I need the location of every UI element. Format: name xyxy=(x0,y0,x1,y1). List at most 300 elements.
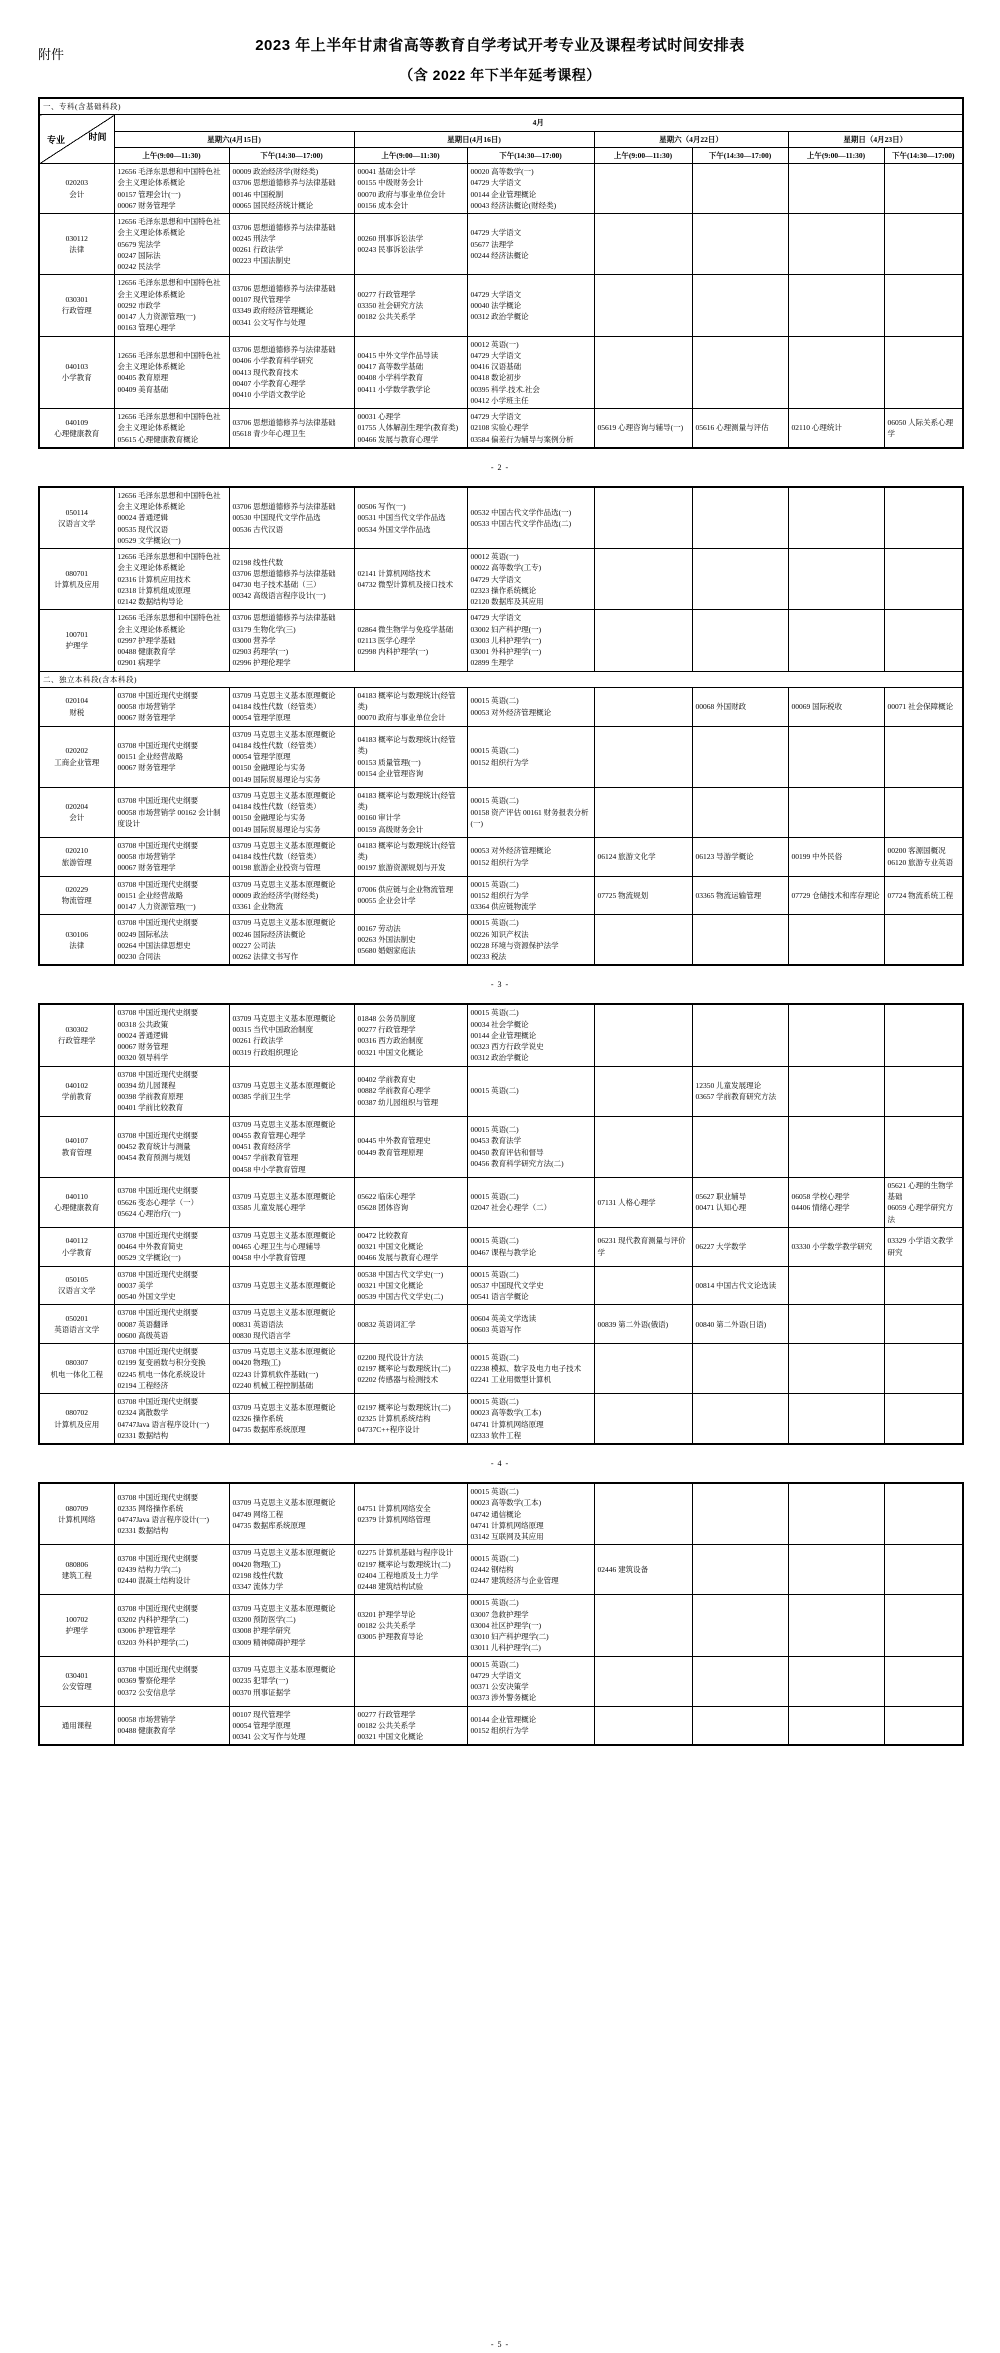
course-entry: 00070 政府与事业单位会计 xyxy=(357,189,446,199)
course-entry: 00452 教育统计与测量 xyxy=(117,1142,191,1151)
course-entry: 06227 大学数学 xyxy=(695,1242,747,1251)
course-entry: 05619 心理咨询与辅导(一) xyxy=(597,423,684,433)
course-entry: 00277 行政管理学 xyxy=(357,1709,416,1719)
course-cell xyxy=(884,837,963,876)
corner-major-label: 专业 xyxy=(47,134,66,145)
major-name: 学前教育 xyxy=(61,1092,92,1101)
course-entry: 03706 思想道德修养与法律基础 xyxy=(232,283,336,293)
major-code: 080806 xyxy=(65,1559,88,1569)
course-entry: 02197 概率论与数理统计(二) xyxy=(357,1559,451,1569)
course-cell xyxy=(692,214,788,275)
course-cell xyxy=(354,549,467,610)
course-cell xyxy=(467,1545,594,1595)
section-row xyxy=(39,671,963,687)
table-row xyxy=(39,915,963,966)
course-entry: 00058 市场营销学 xyxy=(117,1715,176,1725)
course-entry: 02326 操作系统 xyxy=(232,1413,284,1423)
course-entry: 03706 思想道德修养与法律基础 xyxy=(232,178,336,188)
course-entry: 00015 英语(二) xyxy=(470,1269,519,1279)
course-cell xyxy=(229,1483,354,1545)
major-code: 080307 xyxy=(65,1358,88,1368)
course-entry: 00023 高等数学(工本) xyxy=(470,1408,542,1418)
course-cell xyxy=(884,1595,963,1656)
course-entry: 00532 中国古代文学作品选(一) xyxy=(470,507,572,517)
course-cell xyxy=(692,1344,788,1394)
course-entry: 00409 美育基础 xyxy=(117,384,169,394)
course-entry: 00150 金融理论与实务 xyxy=(232,813,306,823)
course-entry: 02238 模拟、数字及电力电子技术 xyxy=(470,1363,582,1373)
course-cell xyxy=(594,1545,692,1595)
schedule-table xyxy=(38,97,964,449)
course-entry: 02335 网络操作系统 xyxy=(117,1503,184,1513)
course-entry: 03657 学前教育研究方法 xyxy=(695,1092,777,1101)
major-code: 040110 xyxy=(65,1192,88,1201)
course-cell xyxy=(467,1116,594,1177)
course-cell xyxy=(114,787,229,837)
major-code: 020203 xyxy=(65,178,88,188)
course-entry: 00839 第二外语(俄语) xyxy=(597,1319,669,1329)
course-cell xyxy=(114,1227,229,1266)
course-entry: 00228 环境与资源保护法学 xyxy=(470,940,559,950)
major-name: 会计 xyxy=(69,813,85,823)
course-cell xyxy=(692,876,788,915)
course-cell xyxy=(354,915,467,966)
course-entry: 02379 计算机网络管理 xyxy=(357,1515,431,1525)
course-entry: 03708 中国近现代史纲要 xyxy=(117,796,199,806)
course-cell xyxy=(467,336,594,409)
course-entry: 00233 税法 xyxy=(470,952,507,961)
table-row xyxy=(39,336,963,409)
course-cell xyxy=(229,1656,354,1706)
course-entry: 03179 生物化学(三) xyxy=(232,624,296,634)
course-entry: 00144 企业管理概论 xyxy=(470,1715,537,1725)
major-name: 法律 xyxy=(69,940,85,950)
course-cell xyxy=(788,1177,884,1227)
major-name: 财税 xyxy=(69,707,85,717)
course-entry: 00182 公共关系学 xyxy=(357,1720,416,1730)
course-entry: 02198 线性代数 xyxy=(232,557,284,567)
course-cell xyxy=(884,1344,963,1394)
course-entry: 12656 毛泽东思想和中国特色社会主义理论体系概论 xyxy=(117,167,221,188)
course-cell xyxy=(354,1004,467,1066)
course-entry: 00154 企业管理咨询 xyxy=(357,768,424,778)
major-cell xyxy=(39,1394,114,1445)
major-name: 通用课程 xyxy=(61,1720,92,1730)
course-cell xyxy=(229,275,354,336)
course-entry: 05680 婚姻家庭法 xyxy=(357,946,416,956)
course-entry: 00015 英语(二) xyxy=(470,1192,519,1201)
course-entry: 00261 行政法学 xyxy=(232,1036,284,1046)
course-entry: 00341 公文写作与处理 xyxy=(232,1732,306,1741)
course-entry: 02202 传感器与检测技术 xyxy=(357,1375,439,1385)
course-entry: 00369 警察伦理学 xyxy=(117,1676,176,1686)
header-am-cell: 上午(9:00—11:30) xyxy=(788,147,884,163)
course-entry: 03708 中国近现代史纲要 xyxy=(117,1492,199,1502)
major-cell xyxy=(39,487,114,549)
course-entry: 02331 数据结构 xyxy=(117,1430,169,1440)
course-entry: 00024 普通逻辑 xyxy=(117,1030,169,1040)
course-cell xyxy=(354,1177,467,1227)
course-entry: 03709 马克思主义基本原理概论 xyxy=(232,918,336,928)
course-entry: 03708 中国近现代史纲要 xyxy=(117,690,199,700)
course-cell xyxy=(114,1656,229,1706)
course-entry: 03002 妇产科护理(一) xyxy=(470,624,542,634)
course-entry: 00153 质量管理(一) xyxy=(357,757,421,767)
course-cell xyxy=(114,164,229,214)
course-entry: 03004 社区护理学(一) xyxy=(470,1620,542,1630)
header-am-cell: 上午(9:00—11:30) xyxy=(354,147,467,163)
header-corner-cell xyxy=(39,115,114,164)
course-cell xyxy=(594,1305,692,1344)
document-subtitle: （含 2022 年下半年延考课程） xyxy=(399,67,601,83)
course-cell xyxy=(114,1394,229,1445)
course-entry: 07006 供应链与企业物流管理 xyxy=(357,885,454,895)
major-code: 030106 xyxy=(65,929,88,939)
course-entry: 06124 旅游文化学 xyxy=(597,852,656,861)
course-cell xyxy=(594,409,692,448)
course-cell xyxy=(594,164,692,214)
course-entry: 03708 中国近现代史纲要 xyxy=(117,1230,199,1240)
course-cell xyxy=(788,876,884,915)
course-entry: 00318 公共政策 xyxy=(117,1019,169,1029)
course-cell xyxy=(884,409,963,448)
course-entry: 02240 机械工程控制基础 xyxy=(232,1380,314,1390)
document-title: 2023 年上半年甘肃省高等教育自学考试开考专业及课程考试时间安排表 xyxy=(255,37,745,54)
course-entry: 03708 中国近现代史纲要 xyxy=(117,1008,199,1018)
major-cell xyxy=(39,1227,114,1266)
major-name: 行政管理 xyxy=(61,306,92,316)
course-entry: 02198 线性代数 xyxy=(232,1570,284,1580)
course-cell xyxy=(229,876,354,915)
course-cell xyxy=(467,1177,594,1227)
course-cell xyxy=(229,214,354,275)
major-cell xyxy=(39,726,114,787)
course-cell xyxy=(594,1656,692,1706)
course-entry: 00159 高级财务会计 xyxy=(357,824,424,834)
course-entry: 04183 概率论与数理统计(经管类) xyxy=(357,735,456,756)
table-row xyxy=(39,787,963,837)
course-cell xyxy=(692,487,788,549)
course-cell xyxy=(229,726,354,787)
course-entry: 04735 数据库系统原理 xyxy=(232,1425,306,1435)
course-cell xyxy=(467,1227,594,1266)
course-entry: 02442 钢结构 xyxy=(470,1565,514,1575)
schedule-blocks xyxy=(0,97,1000,2349)
course-cell xyxy=(788,487,884,549)
major-name: 护理学 xyxy=(65,1626,88,1636)
course-entry: 00031 心理学 xyxy=(357,412,401,421)
table-row xyxy=(39,1305,963,1344)
course-cell xyxy=(692,1656,788,1706)
course-cell xyxy=(467,687,594,726)
course-entry: 00070 政府与事业单位会计 xyxy=(357,713,446,723)
course-entry: 05627 职业辅导 xyxy=(695,1192,747,1201)
course-cell xyxy=(594,275,692,336)
course-entry: 00024 普通逻辑 xyxy=(117,513,169,523)
course-entry: 04183 概率论与数理统计(经管类) xyxy=(357,840,456,861)
course-entry: 05628 团体咨询 xyxy=(357,1203,409,1213)
course-entry: 00146 中国税制 xyxy=(232,189,284,199)
major-code: 040102 xyxy=(65,1080,88,1090)
course-cell xyxy=(354,787,467,837)
major-code: 030401 xyxy=(65,1670,88,1680)
header-pm-cell: 下午(14:30—17:00) xyxy=(229,147,354,163)
course-entry: 00531 中国当代文学作品选 xyxy=(357,513,446,523)
major-code: 080702 xyxy=(65,1408,88,1418)
course-cell xyxy=(884,1266,963,1305)
course-entry: 03709 马克思主义基本原理概论 xyxy=(232,1230,336,1240)
course-entry: 03709 马克思主义基本原理概论 xyxy=(232,729,336,739)
course-entry: 03364 供应链物流学 xyxy=(470,902,537,911)
course-entry: 00465 心理卫生与心理辅导 xyxy=(232,1242,321,1251)
course-entry: 00407 小学教育心理学 xyxy=(232,378,306,388)
course-entry: 00015 英语(二) xyxy=(470,1008,519,1018)
course-cell xyxy=(354,1483,467,1545)
major-cell xyxy=(39,787,114,837)
course-cell xyxy=(594,1266,692,1305)
major-name: 旅游管理 xyxy=(61,857,92,867)
course-entry: 00144 企业管理概论 xyxy=(470,189,537,199)
major-cell xyxy=(39,837,114,876)
course-entry: 00152 组织行为学 xyxy=(470,1726,529,1736)
course-entry: 02141 计算机网络技术 xyxy=(357,568,431,578)
course-entry: 00199 中外民俗 xyxy=(791,852,843,861)
course-entry: 05615 心理健康教育概论 xyxy=(117,434,199,444)
course-entry: 00015 英语(二) xyxy=(470,1598,519,1608)
course-entry: 00053 对外经济管理概论 xyxy=(470,707,552,717)
major-code: 020204 xyxy=(65,802,88,811)
course-cell xyxy=(692,837,788,876)
course-entry: 02194 工程经济 xyxy=(117,1380,169,1390)
course-cell xyxy=(788,915,884,966)
course-entry: 00107 现代管理学 xyxy=(232,1709,291,1719)
course-entry: 00415 中外文学作品导读 xyxy=(357,350,439,360)
course-entry: 12656 毛泽东思想和中国特色社会主义理论体系概论 xyxy=(117,613,221,634)
course-cell xyxy=(354,1595,467,1656)
course-cell xyxy=(884,726,963,787)
course-cell xyxy=(354,1656,467,1706)
course-entry: 00831 英语语法 xyxy=(232,1319,284,1329)
course-entry: 03709 马克思主义基本原理概论 xyxy=(232,1192,336,1201)
course-entry: 03709 马克思主义基本原理概论 xyxy=(232,1280,336,1290)
course-cell xyxy=(354,1266,467,1305)
course-cell xyxy=(114,876,229,915)
section-row xyxy=(39,98,963,115)
course-entry: 03709 马克思主义基本原理概论 xyxy=(232,840,336,850)
course-entry: 02199 复变函数与积分变换 xyxy=(117,1358,206,1368)
course-cell xyxy=(884,687,963,726)
course-cell xyxy=(229,915,354,966)
course-entry: 00054 管理学原理 xyxy=(232,752,291,761)
course-cell xyxy=(467,726,594,787)
course-entry: 00065 国民经济统计概论 xyxy=(232,200,314,210)
course-entry: 00264 中国法律思想史 xyxy=(117,940,191,950)
course-entry: 00150 金融理论与实务 xyxy=(232,763,306,773)
course-cell xyxy=(692,1227,788,1266)
header-am-cell: 上午(9:00—11:30) xyxy=(114,147,229,163)
course-cell xyxy=(229,610,354,671)
course-cell xyxy=(114,409,229,448)
header-pm-cell: 下午(14:30—17:00) xyxy=(692,147,788,163)
schedule-table xyxy=(38,1482,964,1746)
course-cell xyxy=(467,1066,594,1116)
course-entry: 03706 思想道德修养与法律基础 xyxy=(232,568,336,578)
course-entry: 00200 客源国概况 xyxy=(887,846,946,856)
course-entry: 00055 企业会计学 xyxy=(357,896,416,906)
course-entry: 03350 社会研究方法 xyxy=(357,300,424,310)
course-entry: 00537 中国现代文学史 xyxy=(470,1280,544,1290)
course-entry: 00529 文学概论(一) xyxy=(117,1253,181,1263)
course-cell xyxy=(114,487,229,549)
major-name: 英语语言文学 xyxy=(54,1325,100,1335)
course-entry: 02241 工业用微型计算机 xyxy=(470,1375,552,1385)
course-entry: 03708 中国近现代史纲要 xyxy=(117,1308,199,1318)
course-entry: 02998 内科护理学(一) xyxy=(357,647,429,656)
course-entry: 00015 英语(二) xyxy=(470,1236,519,1246)
course-entry: 03201 护理学导论 xyxy=(357,1609,416,1619)
table-row xyxy=(39,164,963,214)
course-cell xyxy=(692,275,788,336)
major-name: 计算机及应用 xyxy=(54,580,100,590)
course-entry: 03000 营养学 xyxy=(232,635,276,645)
course-cell xyxy=(114,1177,229,1227)
course-entry: 00012 英语(一) xyxy=(470,339,519,349)
course-entry: 00506 写作(一) xyxy=(357,502,406,511)
course-cell xyxy=(467,1595,594,1656)
course-entry: 05624 心理治疗(一) xyxy=(117,1208,181,1218)
course-entry: 00488 健康教育学 xyxy=(117,647,176,656)
course-entry: 02197 概率论与数理统计(二) xyxy=(357,1402,451,1412)
course-cell xyxy=(354,1227,467,1266)
page-number: - 4 - xyxy=(490,1459,510,1468)
course-cell xyxy=(354,1706,467,1745)
course-entry: 00160 审计学 xyxy=(357,813,401,823)
course-cell xyxy=(467,876,594,915)
course-entry: 04735 数据库系统原理 xyxy=(232,1520,306,1530)
attachment-label: 附件 xyxy=(38,47,65,62)
table-row xyxy=(39,1266,963,1305)
course-cell xyxy=(229,487,354,549)
course-entry: 04747Java 语言程序设计(一) xyxy=(117,1515,209,1525)
course-cell xyxy=(884,876,963,915)
table-row xyxy=(39,1483,963,1545)
course-entry: 00249 国际私法 xyxy=(117,929,169,939)
course-entry: 00530 中国现代文学作品选 xyxy=(232,513,321,523)
course-cell xyxy=(788,1305,884,1344)
course-entry: 00261 行政法学 xyxy=(232,245,284,255)
course-entry: 00155 中级财务会计 xyxy=(357,178,424,188)
course-entry: 02331 数据结构 xyxy=(117,1526,169,1536)
course-entry: 00600 高级英语 xyxy=(117,1330,169,1340)
course-entry: 00471 认知心理 xyxy=(695,1203,747,1213)
course-cell xyxy=(354,1116,467,1177)
course-entry: 00277 行政管理学 xyxy=(357,289,416,299)
course-cell xyxy=(884,214,963,275)
course-entry: 00420 物理(工) xyxy=(232,1358,281,1368)
course-cell xyxy=(884,1066,963,1116)
major-name: 法律 xyxy=(69,245,85,255)
course-entry: 00541 语言学概论 xyxy=(470,1292,529,1301)
course-entry: 04737C++程序设计 xyxy=(357,1425,420,1435)
course-cell xyxy=(114,915,229,966)
course-entry: 02440 混凝土结构设计 xyxy=(117,1576,191,1586)
course-entry: 02323 操作系统概论 xyxy=(470,585,537,595)
table-row xyxy=(39,1116,963,1177)
course-entry: 03584 偏差行为辅导与案例分析 xyxy=(470,434,574,444)
course-cell xyxy=(594,876,692,915)
course-cell xyxy=(594,1344,692,1394)
table-row xyxy=(39,1004,963,1066)
course-entry: 02446 建筑设备 xyxy=(597,1565,649,1575)
course-cell xyxy=(788,1545,884,1595)
course-entry: 04184 线性代数（经管类） xyxy=(232,852,321,861)
course-cell xyxy=(788,1266,884,1305)
major-name: 小学教育 xyxy=(61,1247,92,1257)
course-entry: 00319 行政组织理论 xyxy=(232,1047,299,1057)
header-day-cell: 星期日(4月16日) xyxy=(354,131,594,147)
course-cell xyxy=(114,214,229,275)
major-name: 公安管理 xyxy=(61,1682,92,1691)
course-cell xyxy=(229,1545,354,1595)
course-cell xyxy=(114,610,229,671)
course-cell xyxy=(692,1483,788,1545)
course-cell xyxy=(594,1706,692,1745)
course-entry: 00235 犯罪学(一) xyxy=(232,1676,289,1686)
course-entry: 04729 大学语文 xyxy=(470,350,522,360)
course-cell xyxy=(114,1545,229,1595)
course-cell xyxy=(467,275,594,336)
major-code: 030301 xyxy=(65,295,88,305)
course-cell xyxy=(788,1656,884,1706)
course-entry: 06231 现代教育测量与评价学 xyxy=(597,1236,686,1257)
course-cell xyxy=(594,610,692,671)
course-entry: 00067 财务管理学 xyxy=(117,863,176,873)
course-entry: 12656 毛泽东思想和中国特色社会主义理论体系概论 xyxy=(117,278,221,299)
course-cell xyxy=(884,1706,963,1745)
course-entry: 03203 外科护理学(二) xyxy=(117,1637,189,1647)
course-cell xyxy=(884,1004,963,1066)
major-cell xyxy=(39,1116,114,1177)
course-entry: 02142 数据结构导论 xyxy=(117,597,184,606)
course-entry: 00321 中国文化概论 xyxy=(357,1280,424,1290)
course-entry: 04183 概率论与数理统计(经管类) xyxy=(357,690,456,711)
major-name: 机电一体化工程 xyxy=(50,1369,103,1379)
course-entry: 00534 外国文学作品选 xyxy=(357,524,431,534)
course-cell xyxy=(884,1177,963,1227)
major-cell xyxy=(39,876,114,915)
major-code: 050114 xyxy=(65,507,88,517)
table-row xyxy=(39,1545,963,1595)
course-entry: 04729 大学语文 xyxy=(470,1670,522,1680)
major-name: 行政管理学 xyxy=(58,1036,96,1046)
course-entry: 03709 马克思主义基本原理概论 xyxy=(232,1548,336,1558)
course-cell xyxy=(467,409,594,448)
course-entry: 02448 建筑结构试验 xyxy=(357,1582,424,1591)
course-entry: 02113 医学心理学 xyxy=(357,635,416,645)
course-entry: 02333 软件工程 xyxy=(470,1430,522,1440)
major-cell xyxy=(39,1004,114,1066)
course-cell xyxy=(354,164,467,214)
major-name: 汉语言文学 xyxy=(58,1286,96,1296)
course-entry: 00015 英语(二) xyxy=(470,1553,519,1563)
course-cell xyxy=(788,726,884,787)
course-entry: 04184 线性代数（经管类） xyxy=(232,702,321,711)
course-entry: 00456 教育科学研究方法(二) xyxy=(470,1158,564,1168)
course-entry: 04729 大学语文 xyxy=(470,289,522,299)
course-entry: 04729 大学语文 xyxy=(470,574,522,584)
course-entry: 00385 学前卫生学 xyxy=(232,1092,291,1101)
course-cell xyxy=(114,275,229,336)
